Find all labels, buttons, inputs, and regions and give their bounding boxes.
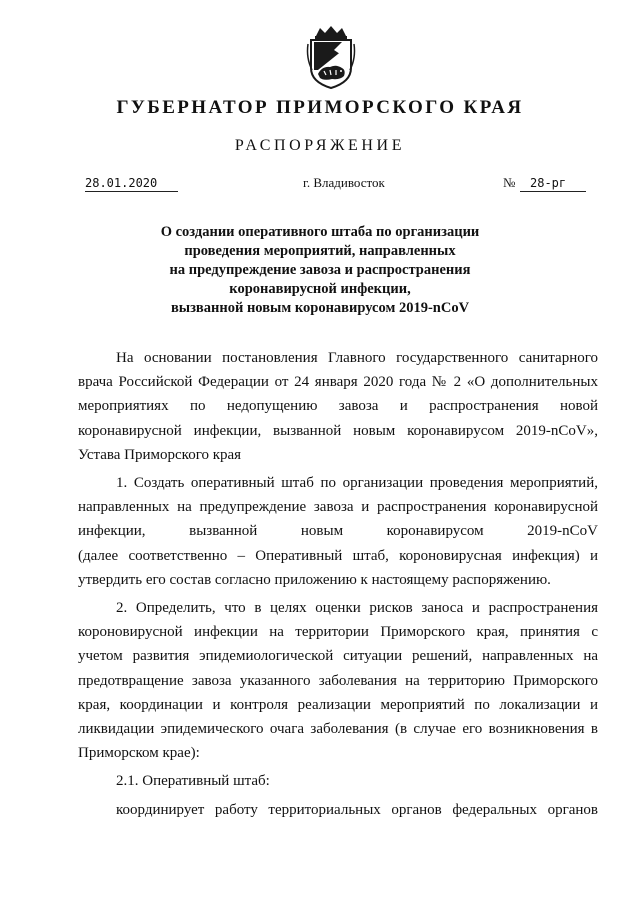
body-line: Приморском крае): xyxy=(78,745,200,762)
title-line: проведения мероприятий, направленных xyxy=(184,243,456,259)
paragraph-item-1 xyxy=(78,471,598,592)
paragraph-item-2-1-text xyxy=(78,798,598,822)
document-title xyxy=(100,223,540,318)
document-date: 28.01.2020 xyxy=(85,175,178,192)
paragraph-item-2 xyxy=(78,596,598,765)
title-line: на предупреждение завоза и распространения xyxy=(169,262,471,278)
body-line: ликвидации эпидемического очага заболевания (в случае его возникновения в xyxy=(78,721,598,738)
document-type: РАСПОРЯЖЕНИЕ xyxy=(234,137,406,154)
body-line: края, координации и контроля реализации мероприятий по локализации и xyxy=(78,696,598,713)
document-body xyxy=(78,346,598,822)
document-number-label: № xyxy=(503,175,516,190)
body-line: Устава Приморского края xyxy=(78,446,242,463)
body-line: (далее соответственно – Оперативный штаб, короновирусная инфекция) и xyxy=(78,547,598,564)
document-number: 28-рг xyxy=(520,175,586,192)
issuing-authority: ГУБЕРНАТОР ПРИМОРСКОГО КРАЯ xyxy=(116,97,524,118)
body-line: коронавирусной инфекции, вызванной новым коронавирусом 2019-nCoV», xyxy=(78,422,598,439)
body-line: утвердить его состав согласно приложению к настоящему распоряжению. xyxy=(78,571,551,588)
title-line: О создании оперативного штаба по организации xyxy=(160,224,480,240)
body-line: 1. Создать оперативный штаб по организации проведения мероприятий, xyxy=(116,475,598,492)
body-line: направленных на предупреждение завоза и распространения коронавирусной xyxy=(78,499,598,516)
body-line: 2.1. Оперативный штаб: xyxy=(116,773,270,790)
document-city: г. Владивосток xyxy=(303,175,385,190)
coat-of-arms-tiger-icon xyxy=(302,24,360,90)
body-line: мероприятиях по недопущению завоза и распространения новой xyxy=(78,398,598,415)
paragraph-item-2-1 xyxy=(78,769,598,793)
body-line: инфекции, вызванной новым коронавирусом 2019-nCoV xyxy=(78,523,598,540)
title-line: вызванной новым коронавирусом 2019-nCoV xyxy=(170,300,470,316)
body-line: учетом развития эпидемиологической ситуации решений, направленных на xyxy=(78,648,598,665)
body-line: 2. Определить, что в целях оценки рисков заноса и распространения xyxy=(116,600,598,617)
body-line: короновирусной инфекции на территории Приморского края, принятия с xyxy=(78,624,598,641)
body-line: На основании постановления Главного государственного санитарного xyxy=(116,350,598,366)
paragraph-preamble xyxy=(78,346,598,467)
title-line: коронавирусной инфекции, xyxy=(229,281,411,297)
body-line: координирует работу территориальных органов федеральных органов xyxy=(116,801,598,818)
body-line: врача Российской Федерации от 24 января 2020 года № 2 «О дополнительных xyxy=(78,374,598,391)
body-line: предотвращение завоза указанного заболевания на территорию Приморского xyxy=(78,672,598,689)
